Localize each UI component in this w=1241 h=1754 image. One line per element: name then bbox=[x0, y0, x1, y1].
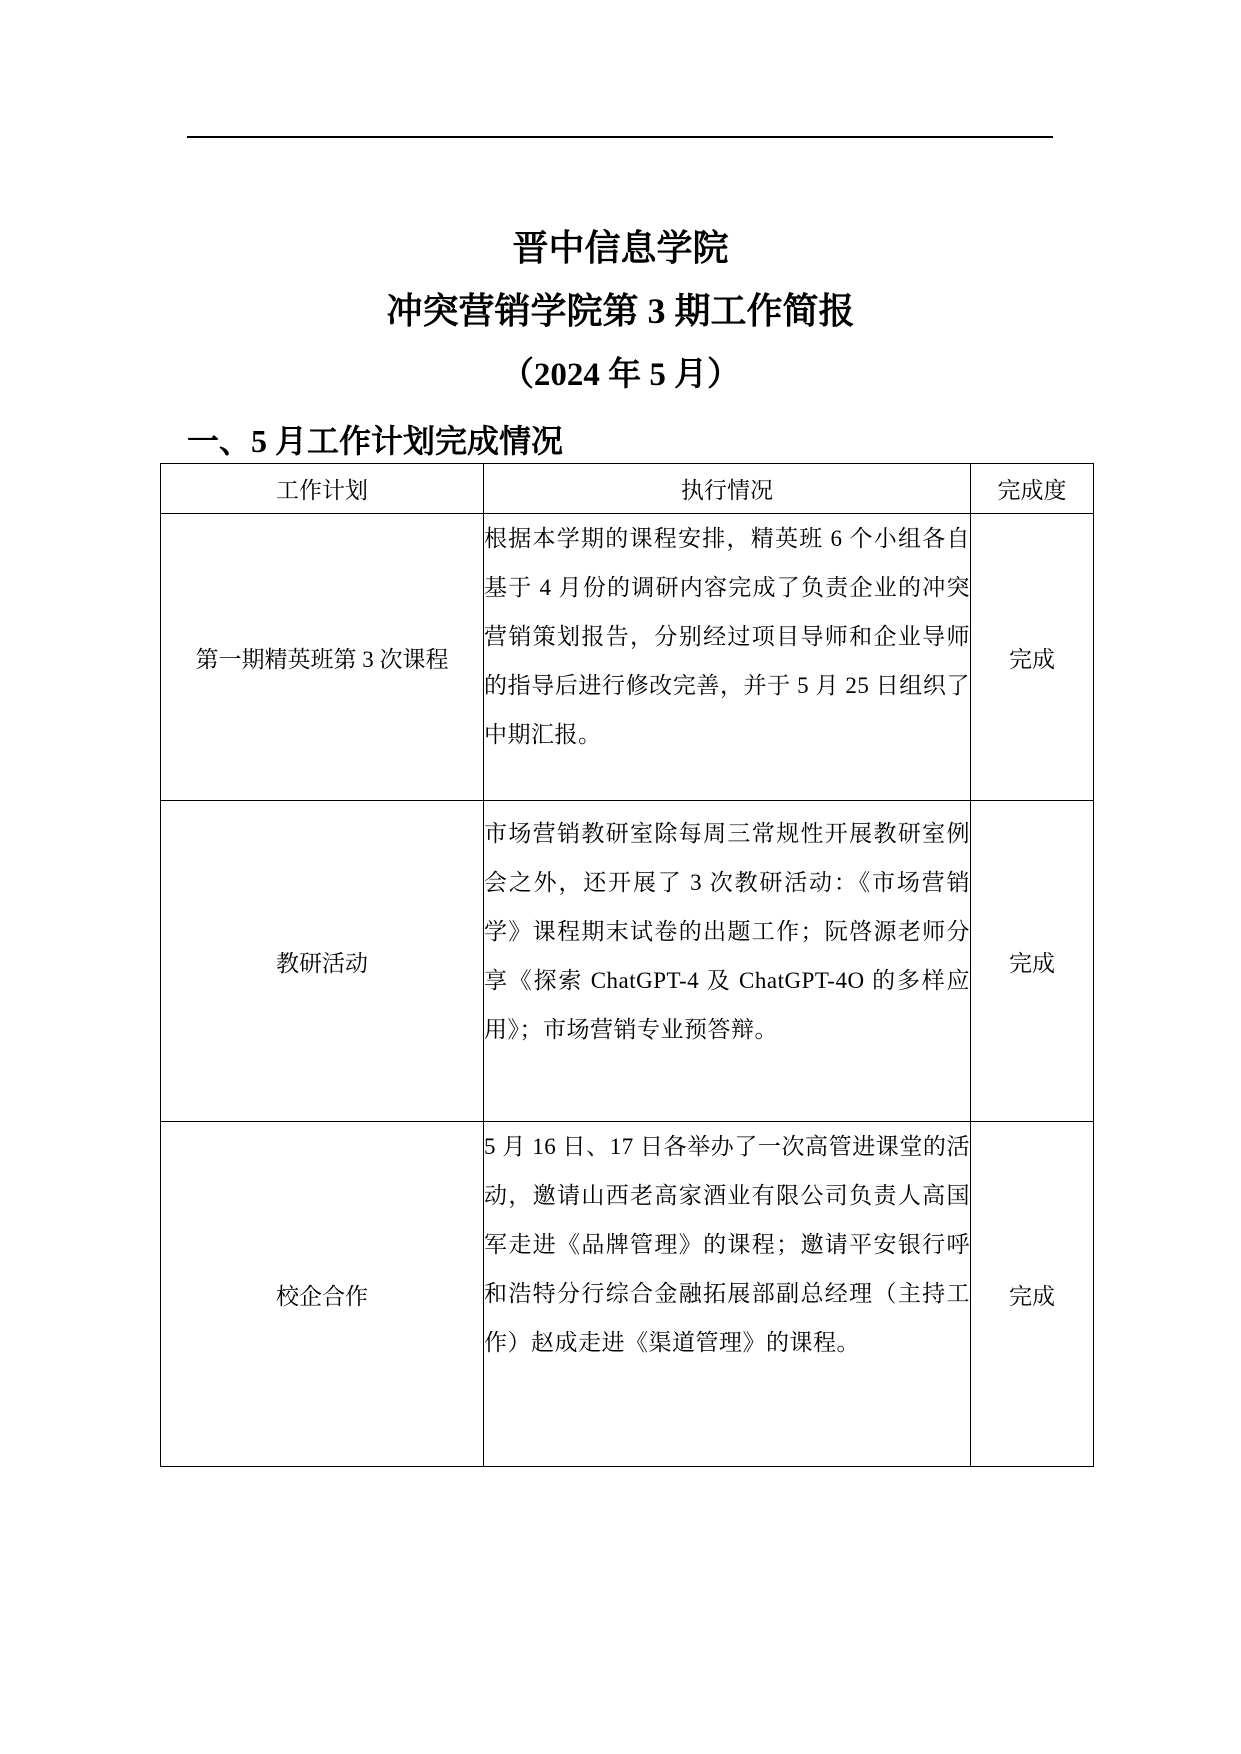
column-header-plan: 工作计划 bbox=[161, 464, 484, 514]
institution-title: 晋中信息学院 bbox=[512, 228, 729, 268]
execution-cell: 根据本学期的课程安排，精英班 6 个小组各自基于 4 月份的调研内容完成了负责企业的冲突营销策划报告，分别经过项目导师和企业导师的指导后进行修改完善，并于 5 月 25 日组织了中期汇报。 bbox=[484, 514, 971, 801]
report-date: （2024 年 5 月） bbox=[500, 357, 741, 393]
execution-cell: 市场营销教研室除每周三常规性开展教研室例会之外，还开展了 3 次教研活动：《市场营销学》课程期末试卷的出题工作；阮啓源老师分享《探索 ChatGPT-4 及 ChatGPT-4O 的多样应用》；市场营销专业预答辩。 bbox=[484, 801, 971, 1122]
plan-cell: 校企合作 bbox=[161, 1122, 484, 1467]
table-row bbox=[161, 801, 1094, 1122]
header-rule bbox=[187, 136, 1053, 138]
plan-cell: 教研活动 bbox=[161, 801, 484, 1122]
column-header-completion: 完成度 bbox=[971, 464, 1094, 514]
column-header-execution: 执行情况 bbox=[484, 464, 971, 514]
completion-cell: 完成 bbox=[971, 801, 1094, 1122]
report-title: 冲突营销学院第 3 期工作简报 bbox=[386, 291, 855, 331]
table-row bbox=[161, 514, 1094, 801]
section-heading: 一、5 月工作计划完成情况 bbox=[187, 423, 564, 459]
execution-cell: 5 月 16 日、17 日各举办了一次高管进课堂的活动，邀请山西老高家酒业有限公司负责人高国军走进《品牌管理》的课程；邀请平安银行呼和浩特分行综合金融拓展部副总经理（主持工作）赵成走进《渠道管理》的课程。 bbox=[484, 1122, 971, 1467]
work-plan-table bbox=[160, 463, 1094, 1467]
table-row bbox=[161, 1122, 1094, 1467]
completion-cell: 完成 bbox=[971, 514, 1094, 801]
table-header-row bbox=[161, 464, 1094, 514]
completion-cell: 完成 bbox=[971, 1122, 1094, 1467]
plan-cell: 第一期精英班第 3 次课程 bbox=[161, 514, 484, 801]
